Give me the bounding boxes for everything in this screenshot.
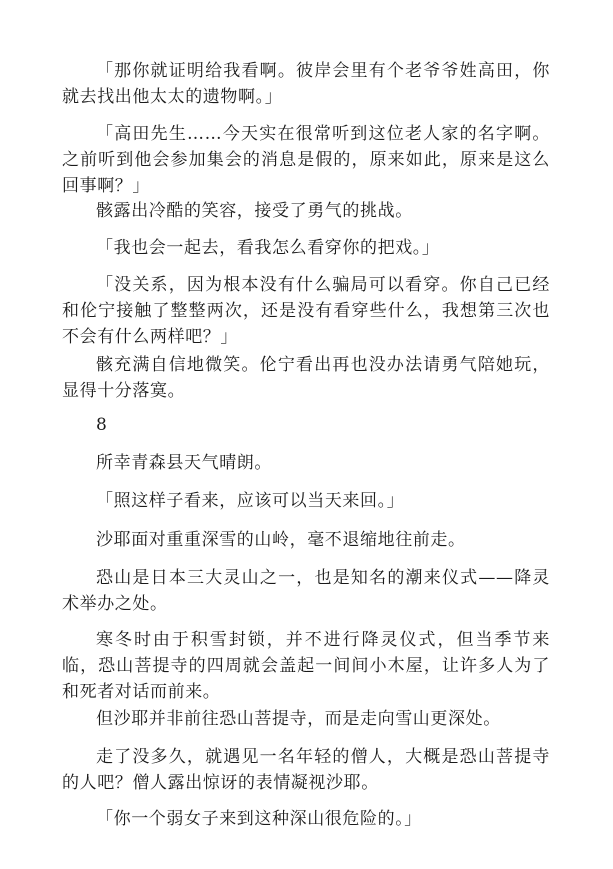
paragraph-9: 沙耶面对重重深雪的山岭，毫不退缩地往前走。 <box>96 530 466 550</box>
paragraph-3: 骸露出冷酷的笑容，接受了勇气的挑战。 <box>96 201 413 221</box>
paragraph-2: 「高田先生……今天实在很常听到这位老人家的名字啊。之前听到他会参加集会的消息是假的，原来如此，原来是这么回事啊？」 <box>62 124 550 196</box>
paragraph-6: 骸充满自信地微笑。伦宁看出再也没办法请勇气陪她玩，显得十分落寞。 <box>62 355 550 401</box>
paragraph-12: 但沙耶并非前往恐山菩提寺，而是走向雪山更深处。 <box>96 709 501 729</box>
paragraph-10: 恐山是日本三大灵山之一，也是知名的潮来仪式——降灵术举办之处。 <box>62 568 550 614</box>
paragraph-4: 「我也会一起去，看我怎么看穿你的把戏。」 <box>96 238 440 258</box>
paragraph-11: 寒冬时由于积雪封锁，并不进行降灵仪式，但当季节来临，恐山菩提寺的四周就会盖起一间间小木屋，让许多人为了和死者对话而前来。 <box>62 630 550 702</box>
paragraph-5: 「没关系，因为根本没有什么骗局可以看穿。你自己已经和伦宁接触了整整两次，还是没有看穿些什么，我想第三次也不会有什么两样吧？」 <box>62 275 550 347</box>
paragraph-1: 「那你就证明给我看啊。彼岸会里有个老爷爷姓高田，你就去找出他太太的遗物啊。」 <box>62 61 550 107</box>
paragraph-8: 「照这样子看来，应该可以当天来回。」 <box>96 491 405 511</box>
paragraph-13: 走了没多久，就遇见一名年轻的僧人，大概是恐山菩提寺的人吧？僧人露出惊讶的表情凝视沙耶。 <box>62 747 550 793</box>
paragraph-14: 「你一个弱女子来到这种深山很危险的。」 <box>96 809 422 829</box>
section-number: 8 <box>96 415 108 435</box>
paragraph-7: 所幸青森县天气晴朗。 <box>96 453 272 473</box>
